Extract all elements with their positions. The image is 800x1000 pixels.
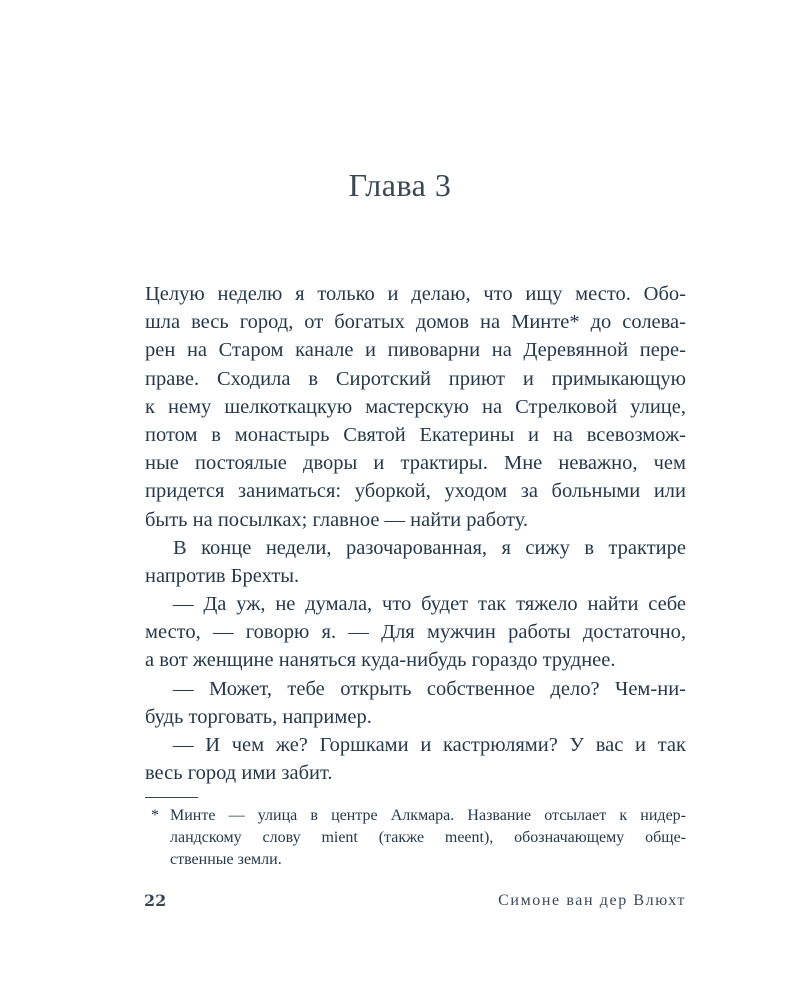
page-number: 22 [144, 891, 167, 910]
text-line: а вот женщине наняться куда-нибудь гораздо труднее. [145, 649, 616, 672]
text-line: весь город ими забит. [145, 762, 333, 785]
body-text [145, 280, 686, 787]
text-line: быть на посылках; главное — найти работу. [145, 508, 529, 531]
text-line: — И чем же? Горшками и кастрюлями? У вас и так [173, 734, 686, 756]
text-line: ные постоялые дворы и трактиры. Мне неважно, чем [145, 452, 686, 475]
chapter-title: Глава 3 [348, 167, 452, 203]
running-head: Симоне ван дер Влюхт [498, 892, 686, 909]
footnote-marker: * [151, 807, 159, 824]
text-line: рен на Старом канале и пивоварни на Деревянной пере- [145, 339, 686, 362]
text-line: к нему шелкоткацкую мастерскую на Стрелковой улице, [145, 395, 686, 418]
text-line: придется заниматься: уборкой, уходом за больными или [145, 480, 686, 503]
footnote [145, 805, 686, 871]
text-line: потом в монастырь Святой Екатерины и на всевозмож- [145, 423, 686, 446]
text-line: праве. Сходила в Сиротский приют и примыкающую [145, 367, 686, 390]
text-line: место, — говорю я. — Для мужчин работы достаточно, [145, 621, 686, 644]
text-line: В конце недели, разочарованная, я сижу в трактире [173, 536, 686, 559]
footnote-line: Минте — улица в центре Алкмара. Название отсылает к нидер- [170, 807, 686, 824]
text-line: шла весь город, от богатых домов на Минте* до солева- [145, 311, 686, 334]
text-line: Целую неделю я только и делаю, что ищу место. Обо- [145, 283, 686, 305]
footnote-line: ландскому слову mient (также meent), обозначающему обще- [170, 829, 686, 846]
text-line: будь торговать, например. [145, 705, 372, 728]
text-line: — Может, тебе открыть собственное дело? Чем-ни- [173, 677, 686, 700]
footnote-divider [145, 797, 198, 798]
text-line: напротив Брехты. [145, 564, 300, 587]
text-line: — Да уж, не думала, что будет так тяжело найти себе [173, 593, 686, 616]
footnote-line: ственные земли. [170, 851, 282, 868]
